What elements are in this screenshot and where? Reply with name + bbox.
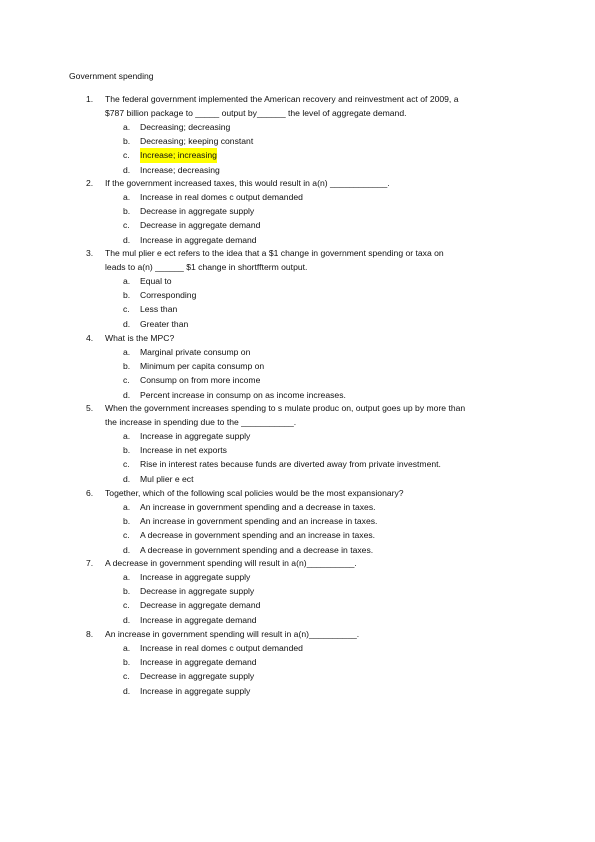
option-text: A decrease in government spending and an increase in taxes. <box>140 530 376 541</box>
answer-option <box>86 288 546 302</box>
answer-option <box>86 345 546 359</box>
option-letter: a. <box>123 643 131 653</box>
answer-option <box>86 373 546 387</box>
answer-option <box>86 317 546 331</box>
option-text: Increase; decreasing <box>140 164 220 175</box>
option-letter: c. <box>123 304 130 315</box>
option-letter: a. <box>123 502 131 512</box>
answer-option <box>86 570 546 584</box>
option-text-highlighted: Increase; increasing <box>140 148 217 162</box>
option-letter: a. <box>123 276 131 286</box>
question-number: 2. <box>86 178 94 188</box>
question-number: 1. <box>86 94 94 104</box>
question-5 <box>86 401 546 486</box>
question-number: 7. <box>86 558 94 568</box>
question-text: What is the MPC? <box>105 333 175 343</box>
option-text: Increase in aggregate demand <box>140 657 257 668</box>
option-text: Decrease in aggregate supply <box>140 586 255 597</box>
question-text: Together, which of the following scal policies would be the most expansionary? <box>105 488 404 498</box>
question-number: 4. <box>86 333 94 343</box>
answer-option <box>86 598 546 612</box>
answer-option <box>86 500 546 514</box>
answer-option <box>86 274 546 288</box>
question-4 <box>86 331 546 402</box>
option-text: Decrease in aggregate demand <box>140 220 261 231</box>
answer-option <box>86 457 546 471</box>
answer-option <box>86 218 546 232</box>
option-text: Greater than <box>140 318 189 329</box>
option-letter: b. <box>123 290 131 301</box>
question-number: 3. <box>86 248 94 258</box>
option-text: Increase in net exports <box>140 445 227 456</box>
option-letter: c. <box>123 671 130 682</box>
answer-option <box>86 472 546 486</box>
option-text: Increase in aggregate demand <box>140 234 257 245</box>
option-text: Increase in real domes c output demanded <box>140 192 303 202</box>
option-letter: d. <box>123 614 131 625</box>
answer-option-highlighted <box>86 148 546 162</box>
answer-option <box>86 655 546 669</box>
option-text: An increase in government spending and a decrease in taxes. <box>140 502 376 512</box>
answer-option <box>86 429 546 443</box>
question-text: The mul plier e ect refers to the idea that a $1 change in government spending or taxa on <box>105 248 444 258</box>
option-letter: a. <box>123 431 131 441</box>
question-7 <box>86 556 546 627</box>
answer-option <box>86 543 546 557</box>
option-letter: c. <box>123 375 130 386</box>
question-text: A decrease in government spending will result in a(n)__________. <box>105 558 357 568</box>
answer-option <box>86 359 546 373</box>
option-text: Equal to <box>140 276 172 286</box>
answer-option <box>86 190 546 204</box>
option-text: Rise in interest rates because funds are diverted away from private investment. <box>140 459 441 470</box>
option-letter: b. <box>123 445 131 456</box>
option-letter: d. <box>123 473 131 484</box>
option-text: A decrease in government spending and a decrease in taxes. <box>140 544 374 555</box>
answer-option <box>86 584 546 598</box>
option-letter: c. <box>123 220 130 231</box>
option-text: Less than <box>140 304 178 315</box>
option-letter: d. <box>123 164 131 175</box>
question-text: When the government increases spending to s mulate produc on, output goes up by more than <box>105 403 466 413</box>
option-letter: a. <box>123 572 131 582</box>
option-letter: a. <box>123 347 131 357</box>
question-number: 5. <box>86 403 94 413</box>
option-text: Increase in real domes c output demanded <box>140 643 303 653</box>
question-number: 8. <box>86 629 94 639</box>
option-letter: d. <box>123 544 131 555</box>
answer-option <box>86 443 546 457</box>
question-8 <box>86 627 546 698</box>
question-number: 6. <box>86 488 94 498</box>
option-letter: b. <box>123 361 131 372</box>
option-text: Percent increase in consump on as income increases. <box>140 389 346 400</box>
option-text: Decrease in aggregate supply <box>140 206 255 217</box>
option-letter: c. <box>123 150 130 161</box>
question-6 <box>86 486 546 557</box>
answer-option <box>86 302 546 316</box>
option-letter: a. <box>123 192 131 202</box>
answer-option <box>86 120 546 134</box>
option-text: Increase in aggregate supply <box>140 572 251 582</box>
option-letter: d. <box>123 389 131 400</box>
option-text: Decrease in aggregate supply <box>140 671 255 682</box>
answer-option <box>86 134 546 148</box>
question-text-continued: leads to a(n) ______ $1 change in shortffterm output. <box>105 262 308 272</box>
question-text: If the government increased taxes, this would result in a(n) ____________. <box>105 178 390 188</box>
question-text: An increase in government spending will result in a(n)__________. <box>105 629 360 639</box>
answer-option <box>86 613 546 627</box>
option-letter: b. <box>123 657 131 668</box>
option-text: Decreasing; decreasing <box>140 122 231 132</box>
answer-option <box>86 204 546 218</box>
question-text-continued: $787 billion package to _____ output by______ the level of aggregate demand. <box>105 108 407 118</box>
question-text-continued: the increase in spending due to the ___________. <box>105 417 297 427</box>
option-text: Consump on from more income <box>140 375 261 386</box>
question-text: The federal government implemented the American recovery and reinvestment act of 2009, a <box>105 94 459 104</box>
option-letter: c. <box>123 530 130 541</box>
question-2 <box>86 176 546 247</box>
answer-option <box>86 163 546 177</box>
answer-option <box>86 514 546 528</box>
option-text: Marginal private consump on <box>140 347 251 357</box>
option-text: Corresponding <box>140 290 197 301</box>
answer-option <box>86 641 546 655</box>
option-text: Decreasing; keeping constant <box>140 136 254 147</box>
answer-option <box>86 388 546 402</box>
option-letter: b. <box>123 586 131 597</box>
option-text: Increase in aggregate supply <box>140 685 251 696</box>
option-letter: c. <box>123 459 130 470</box>
option-text: Increase in aggregate supply <box>140 431 251 441</box>
option-text: Decrease in aggregate demand <box>140 600 261 611</box>
answer-option <box>86 233 546 247</box>
answer-option <box>86 669 546 683</box>
option-letter: b. <box>123 516 131 527</box>
answer-option <box>86 528 546 542</box>
option-letter: d. <box>123 234 131 245</box>
question-3 <box>86 246 546 331</box>
option-letter: b. <box>123 136 131 147</box>
option-letter: c. <box>123 600 130 611</box>
option-text: Mul plier e ect <box>140 473 194 484</box>
option-letter: b. <box>123 206 131 217</box>
option-letter: a. <box>123 122 131 132</box>
answer-option <box>86 684 546 698</box>
option-text: An increase in government spending and an increase in taxes. <box>140 516 378 527</box>
question-1 <box>86 92 546 177</box>
option-text: Increase in aggregate demand <box>140 614 257 625</box>
option-letter: d. <box>123 685 131 696</box>
option-letter: d. <box>123 318 131 329</box>
option-text: Minimum per capita consump on <box>140 361 265 372</box>
document-title: Government spending <box>69 71 154 81</box>
